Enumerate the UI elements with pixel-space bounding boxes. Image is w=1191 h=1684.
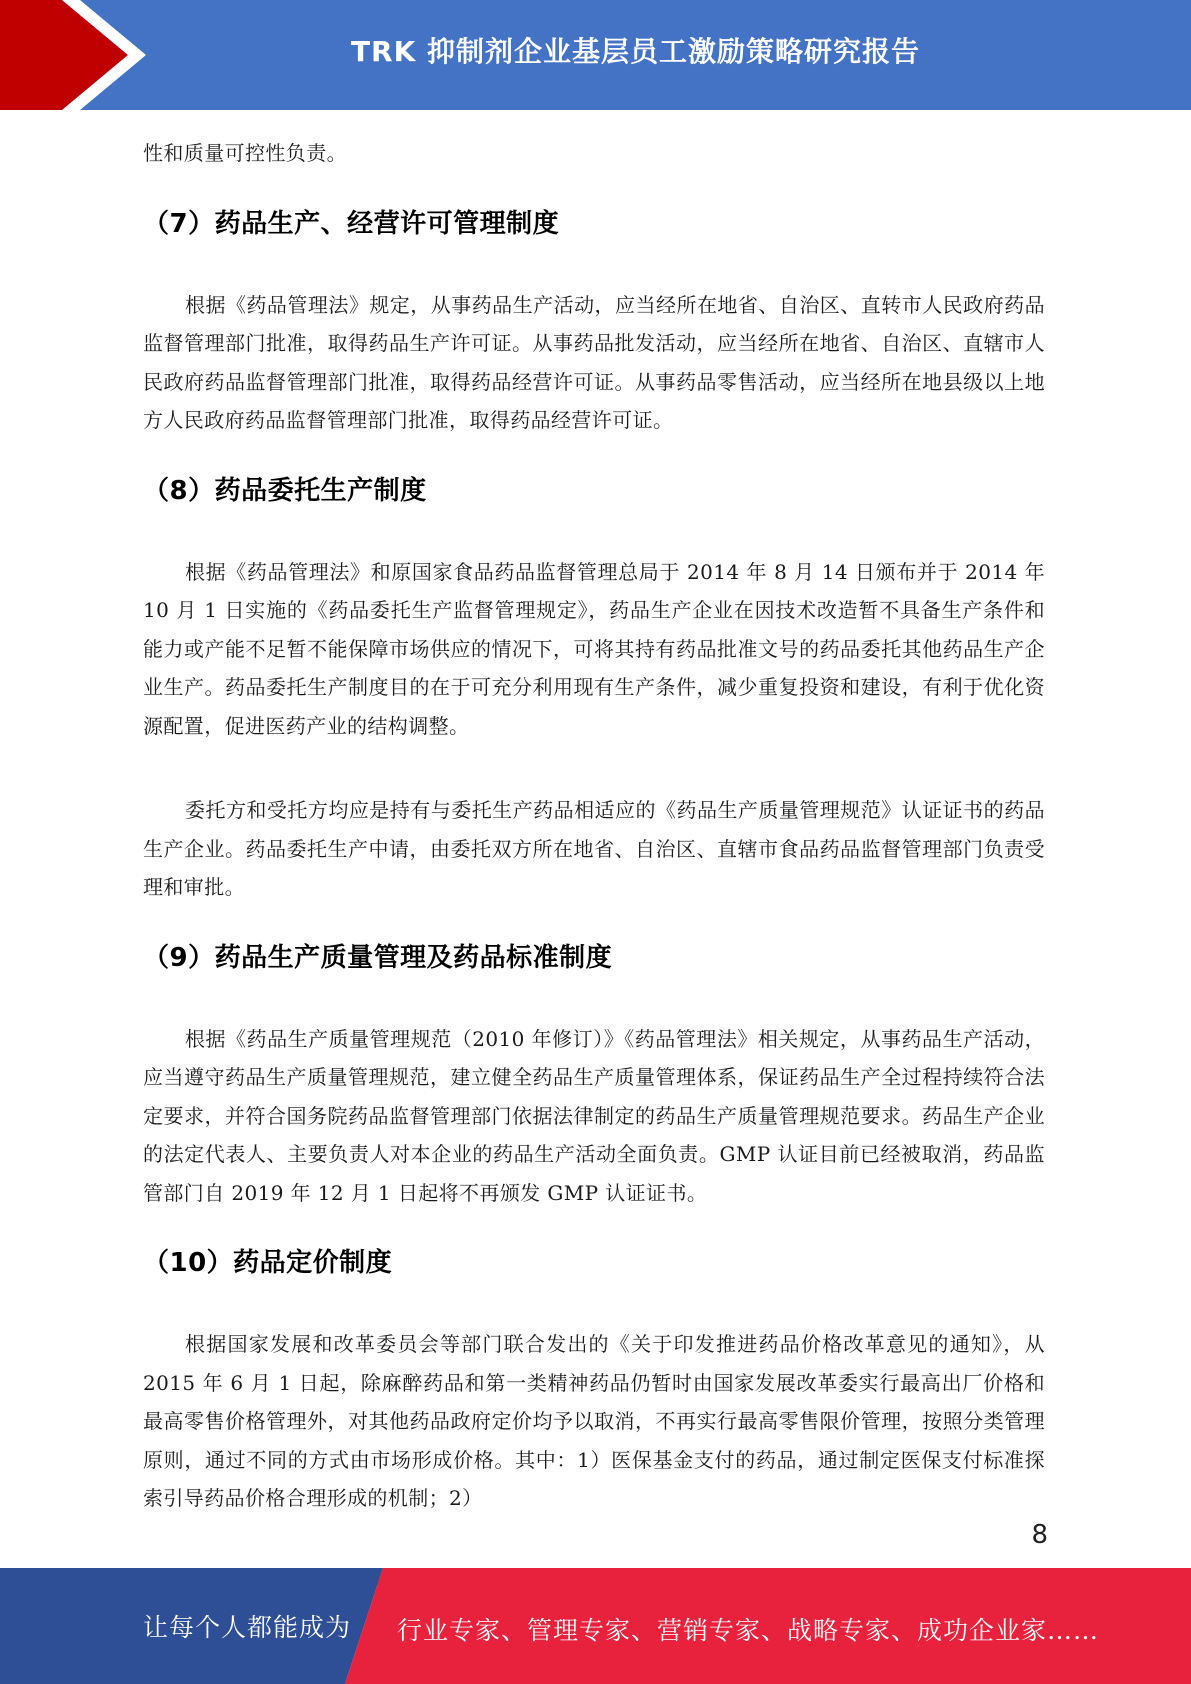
page-number: 8 bbox=[1031, 1520, 1048, 1550]
section-8-paragraph-1: 根据《药品管理法》和原国家食品药品监督管理总局于 2014 年 8 月 14 日颁布并于 2014 年 10 月 1 日实施的《药品委托生产监督管理规定》，药品生产企业在因技术改造暂不具备生产条件和能力或产能不足暂不能保障市场供应的情况下，可将其持有药品批准文号的药品委托其他药品生产企业生产。药品委托生产制度目的在于可充分利用现有生产条件，减少重复投资和建设，有利于优化资源配置，促进医药产业的结构调整。 bbox=[143, 559, 1045, 738]
document-body bbox=[143, 134, 1045, 1602]
report-title: TRK 抑制剂企业基层员工激励策略研究报告 bbox=[350, 35, 921, 68]
section-heading-9: （9）药品生产质量管理及药品标准制度 bbox=[143, 942, 613, 973]
section-7-paragraph-1: 根据《药品管理法》规定，从事药品生产活动，应当经所在地省、自治区、直转市人民政府药品监督管理部门批准，取得药品生产许可证。从事药品批发活动，应当经所在地省、自治区、直辖市人民政府药品监督管理部门批准，取得药品经营许可证。从事药品零售活动，应当经所在地县级以上地方人民政府药品监督管理部门批准，取得药品经营许可证。 bbox=[143, 292, 1045, 432]
page-footer bbox=[0, 1568, 1191, 1684]
section-10-paragraph-1: 根据国家发展和改革委员会等部门联合发出的《关于印发推进药品价格改革意见的通知》，从 2015 年 6 月 1 日起，除麻醉药品和第一类精神药品仍暂时由国家发展改革委实行最高出厂价格和最高零售价格管理外，对其他药品政府定价均予以取消，不再实行最高零售限价管理，按照分类管理原则，通过不同的方式由市场形成价格。其中：1）医保基金支付的药品，通过制定医保支付标准探索引导药品价格合理形成的机制；2） bbox=[143, 1332, 1045, 1510]
footer-slogan-right: 行业专家、管理专家、营销专家、战略专家、成功企业家…… bbox=[397, 1616, 1100, 1645]
continuation-paragraph: 性和质量可控性负责。 bbox=[143, 141, 347, 165]
section-8-paragraph-2: 委托方和受托方均应是持有与委托生产药品相适应的《药品生产质量管理规范》认证证书的药品生产企业。药品委托生产中请，由委托双方所在地省、自治区、直辖市食品药品监督管理部门负责受理和审批。 bbox=[143, 798, 1045, 899]
footer-slogan-left: 让每个人都能成为 bbox=[143, 1613, 352, 1642]
section-heading-7: （7）药品生产、经营许可管理制度 bbox=[143, 208, 560, 239]
section-9-paragraph-1: 根据《药品生产质量管理规范（2010 年修订）》《药品管理法》相关规定，从事药品生产活动，应当遵守药品生产质量管理规范，建立健全药品生产质量管理体系，保证药品生产全过程持续符合法定要求，并符合国务院药品监督管理部门依据法律制定的药品生产质量管理规范要求。药品生产企业的法定代表人、主要负责人对本企业的药品生产活动全面负责。GMP 认证目前已经被取消，药品监管部门自 2019 年 12 月 1 日起将不再颁发 GMP 认证证书。 bbox=[143, 1026, 1045, 1205]
section-heading-10: （10）药品定价制度 bbox=[143, 1248, 393, 1278]
section-heading-8: （8）药品委托生产制度 bbox=[143, 475, 427, 506]
page-header bbox=[0, 0, 1191, 110]
